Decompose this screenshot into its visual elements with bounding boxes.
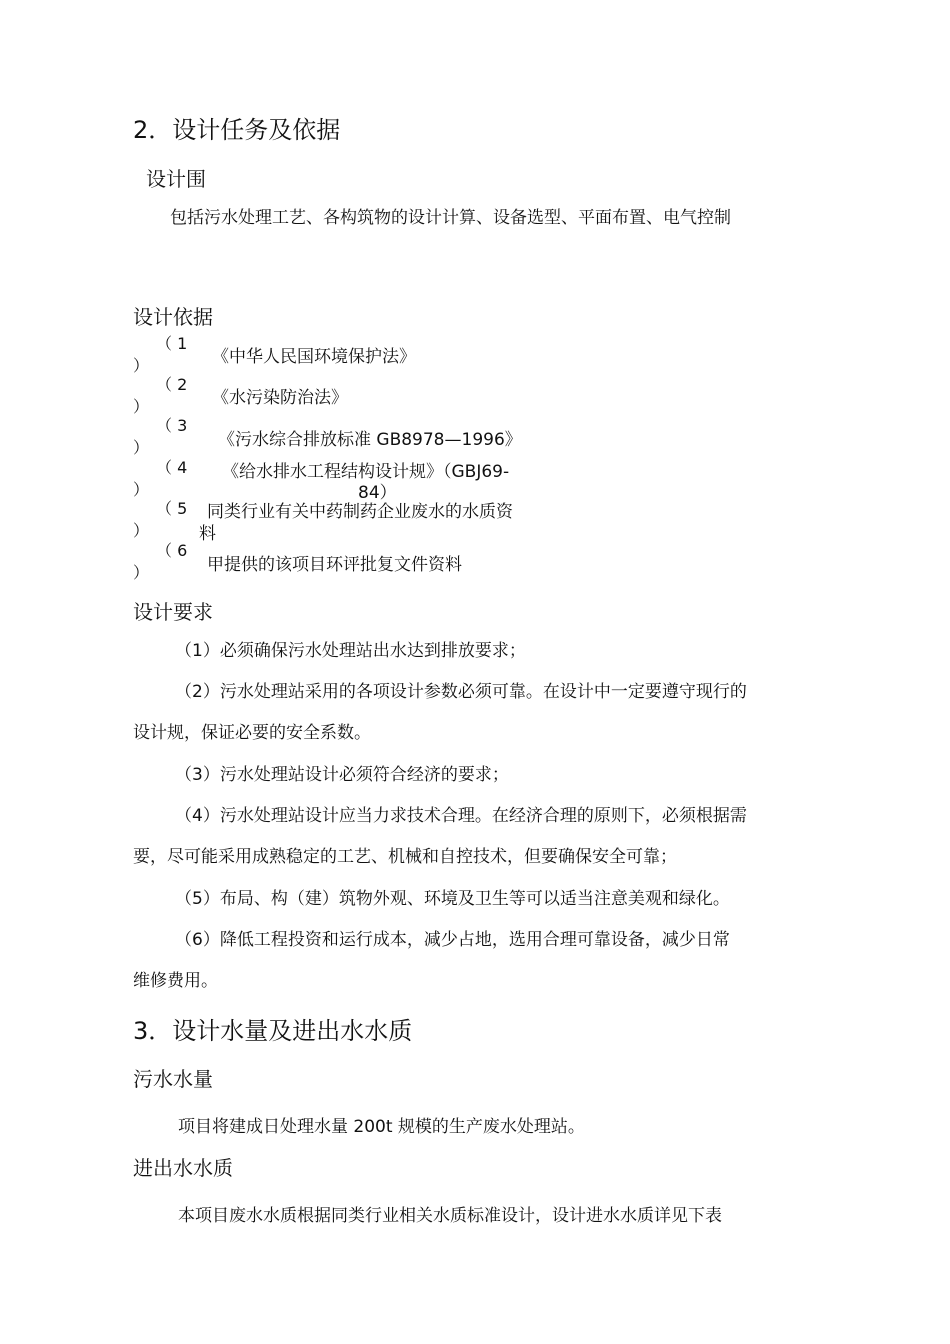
requirement-line: 要，尽可能采用成熟稳定的工艺、机械和自控技术，但要确保安全可靠；	[133, 847, 677, 867]
section-2-title: 2．设计任务及依据	[133, 116, 341, 144]
basis-num-close: ）	[133, 356, 150, 375]
basis-item-text: 《污水综合排放标准 GB8978—1996》	[218, 430, 522, 450]
basis-num-close: ）	[133, 397, 150, 416]
basis-num-close: ）	[133, 521, 150, 540]
basis-num-open: （ 5	[156, 499, 188, 518]
basis-num-open: （ 1	[156, 334, 188, 353]
basis-num-open: （ 2	[156, 375, 188, 394]
requirement-line: （1）必须确保污水处理站出水达到排放要求；	[175, 641, 526, 661]
basis-item-text: 《给水排水工程结构设计规》（GBJ69-	[222, 462, 510, 482]
basis-item-text-cont: 料	[199, 524, 216, 544]
requirement-line: （4）污水处理站设计应当力求技术合理。在经济合理的原则下，必须根据需	[175, 806, 747, 826]
basis-item-text: 《中华人民国环境保护法》	[212, 347, 416, 367]
basis-num-open: （ 4	[156, 458, 188, 477]
basis-num-open: （ 6	[156, 541, 188, 560]
basis-heading: 设计依据	[133, 305, 213, 329]
scope-heading: 设计围	[146, 167, 206, 191]
requirement-line: 维修费用。	[133, 971, 218, 991]
quality-text: 本项目废水水质根据同类行业相关水质标准设计，设计进水水质详见下表	[178, 1206, 722, 1226]
requirement-line: 设计规，保证必要的安全系数。	[133, 723, 371, 743]
basis-item-text: 甲提供的该项目环评批复文件资料	[207, 555, 462, 575]
requirements-heading: 设计要求	[133, 600, 213, 624]
requirement-line: （5）布局、构（建）筑物外观、环境及卫生等可以适当注意美观和绿化。	[175, 889, 730, 909]
basis-num-close: ）	[133, 480, 150, 499]
quality-heading: 进出水水质	[133, 1156, 233, 1180]
requirement-line: （2）污水处理站采用的各项设计参数必须可靠。在设计中一定要遵守现行的	[175, 682, 747, 702]
basis-item-text: 同类行业有关中药制药企业废水的水质资	[207, 502, 513, 522]
basis-num-close: ）	[133, 438, 150, 457]
flow-text: 项目将建成日处理水量 200t 规模的生产废水处理站。	[178, 1117, 585, 1137]
basis-item-text: 《水污染防治法》	[212, 388, 348, 408]
requirement-line: （6）降低工程投资和运行成本，减少占地，选用合理可靠设备，减少日常	[175, 930, 730, 950]
basis-num-close: ）	[133, 563, 150, 582]
requirement-line: （3）污水处理站设计必须符合经济的要求；	[175, 765, 509, 785]
basis-item-text-cont: 84）	[358, 483, 397, 503]
basis-num-open: （ 3	[156, 416, 188, 435]
flow-heading: 污水水量	[133, 1067, 213, 1091]
section-3-title: 3．设计水量及进出水水质	[133, 1017, 413, 1045]
scope-text: 包括污水处理工艺、各构筑物的设计计算、设备选型、平面布置、电气控制	[170, 208, 731, 228]
